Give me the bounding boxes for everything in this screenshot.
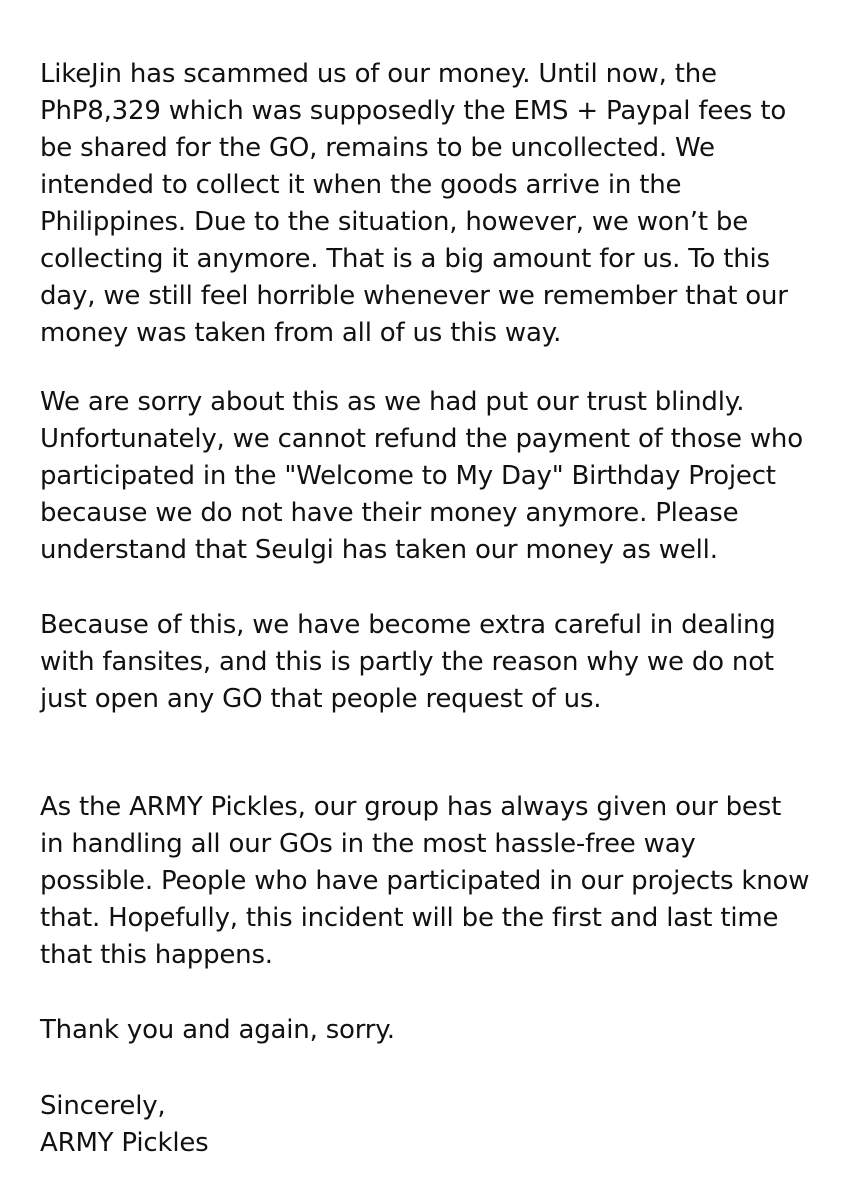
text-line: PhP8,329 which was supposedly the EMS + Paypal fees to xyxy=(40,96,787,126)
paragraph-apology xyxy=(40,384,830,569)
text-line: Thank you and again, sorry. xyxy=(40,1015,395,1045)
text-line: with fansites, and this is partly the reason why we do not xyxy=(40,647,774,677)
closing-line: Sincerely, xyxy=(40,1091,166,1121)
text-line: in handling all our GOs in the most hassle-free way xyxy=(40,829,696,859)
text-line: Unfortunately, we cannot refund the payment of those who xyxy=(40,424,803,454)
text-line: because we do not have their money anymore. Please xyxy=(40,498,739,528)
text-line: We are sorry about this as we had put our trust blindly. xyxy=(40,387,745,417)
text-line: participated in the "Welcome to My Day" Birthday Project xyxy=(40,461,776,491)
text-line: collecting it anymore. That is a big amount for us. To this xyxy=(40,244,770,274)
text-line: intended to collect it when the goods arrive in the xyxy=(40,170,682,200)
text-line: possible. People who have participated in our projects know xyxy=(40,866,810,896)
text-line: day, we still feel horrible whenever we remember that our xyxy=(40,281,788,311)
text-line: Philippines. Due to the situation, however, we won’t be xyxy=(40,207,749,237)
paragraph-thanks xyxy=(40,1012,830,1049)
text-line: that. Hopefully, this incident will be the first and last time xyxy=(40,903,779,933)
text-line: that this happens. xyxy=(40,940,273,970)
text-line: money was taken from all of us this way. xyxy=(40,318,562,348)
text-line: Because of this, we have become extra careful in dealing xyxy=(40,610,776,640)
paragraph-careful xyxy=(40,607,830,718)
paragraph-group-statement xyxy=(40,789,830,974)
signature-block xyxy=(40,1088,830,1162)
paragraph-scam-statement xyxy=(40,56,830,352)
text-line: LikeJin has scammed us of our money. Until now, the xyxy=(40,59,717,89)
text-line: be shared for the GO, remains to be uncollected. We xyxy=(40,133,715,163)
text-line: understand that Seulgi has taken our money as well. xyxy=(40,535,718,565)
text-line: As the ARMY Pickles, our group has always given our best xyxy=(40,792,782,822)
text-line: just open any GO that people request of us. xyxy=(40,684,602,714)
signature-name: ARMY Pickles xyxy=(40,1128,209,1158)
